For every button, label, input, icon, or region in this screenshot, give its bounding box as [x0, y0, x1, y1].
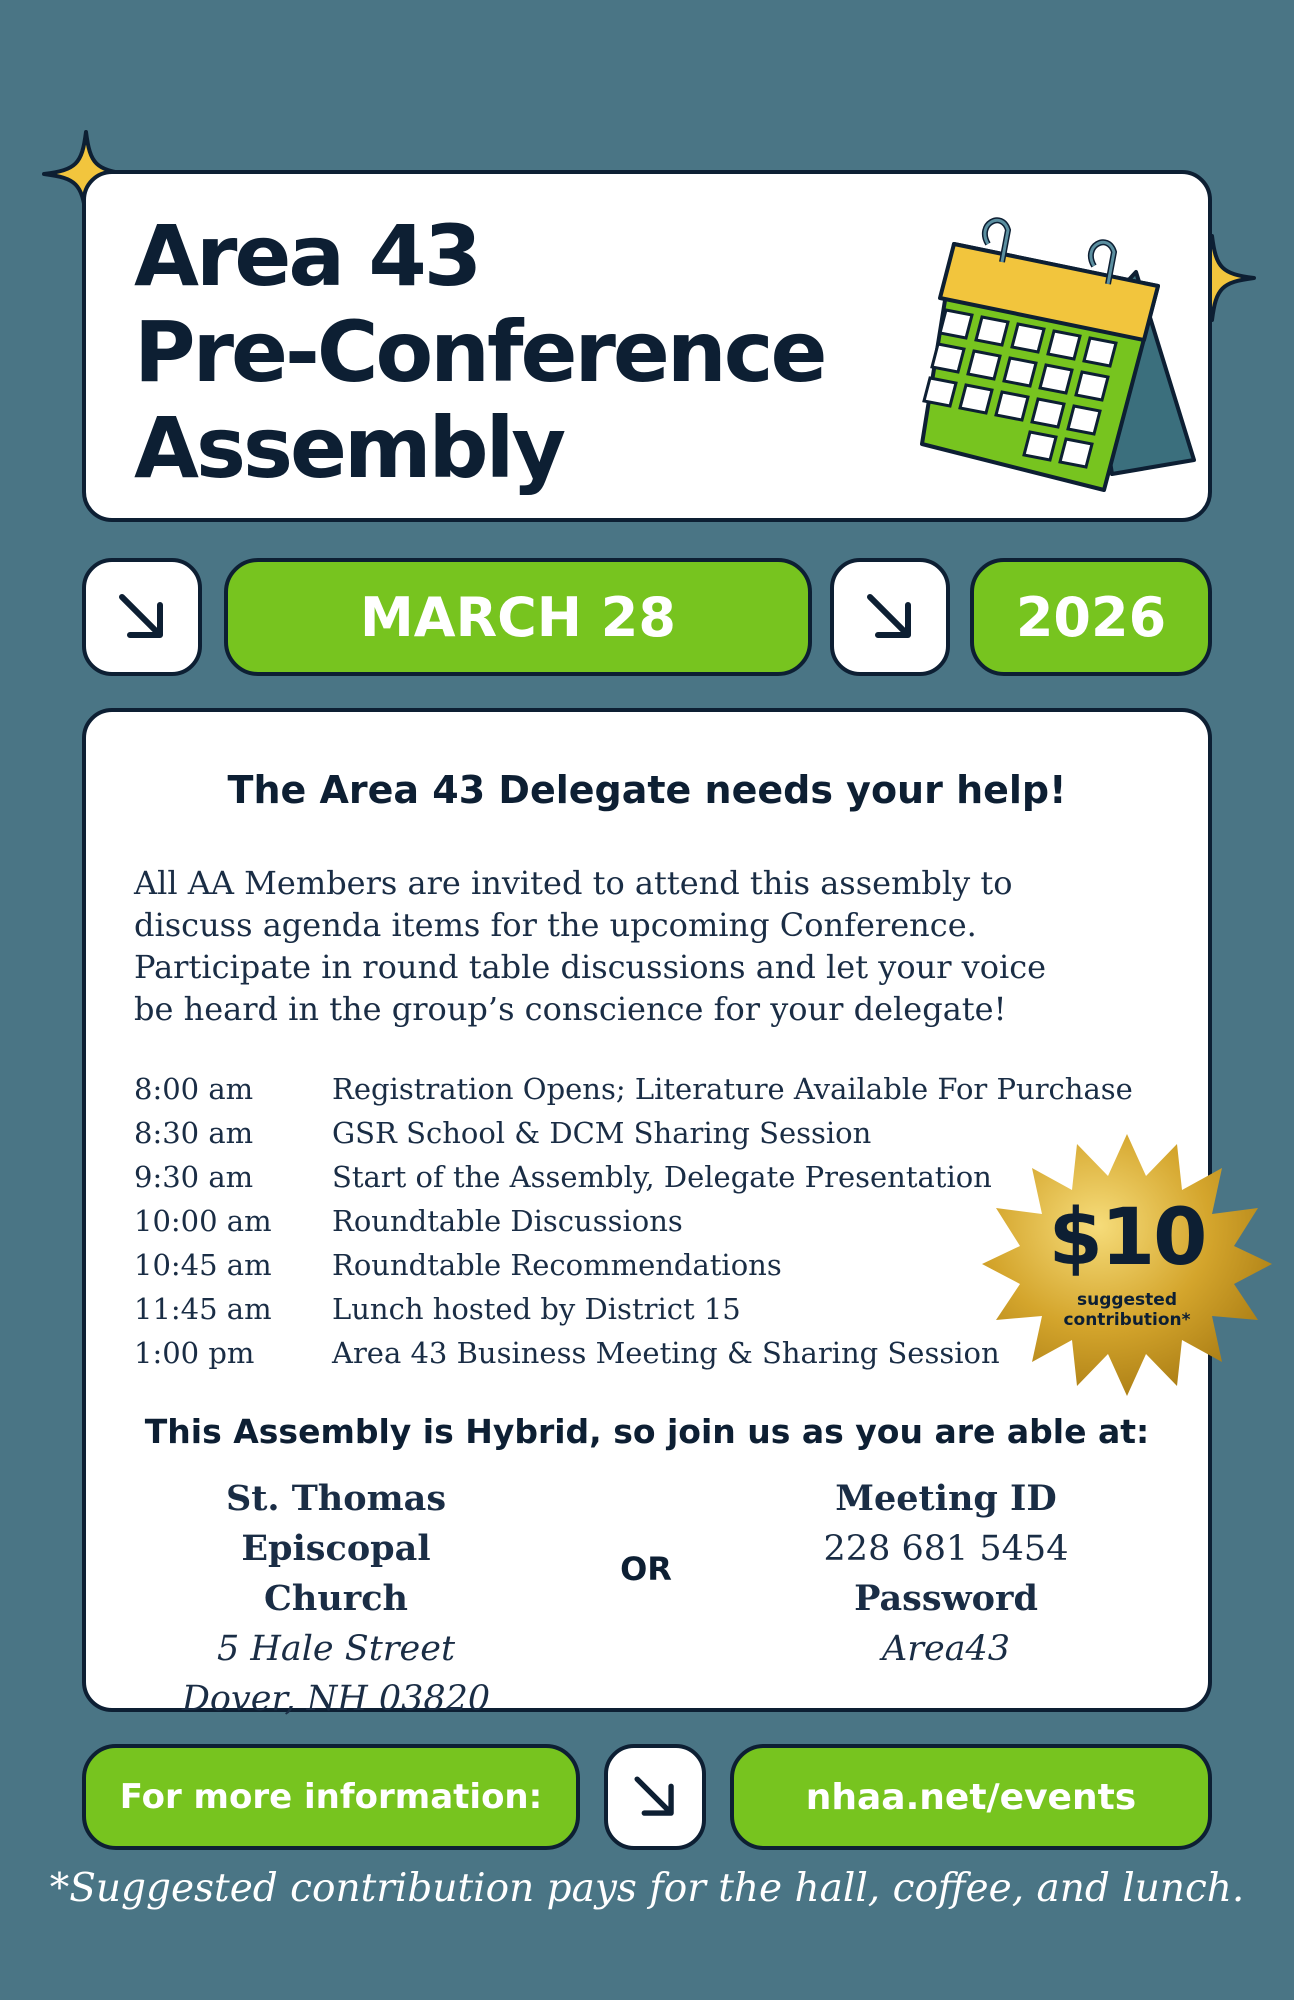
- schedule-activity: Roundtable Discussions: [332, 1204, 683, 1238]
- badge-caption-line: suggested: [1076, 1290, 1178, 1310]
- title-line-2: Pre-Conference: [134, 303, 825, 401]
- date-pill: [224, 558, 812, 676]
- intro-line: discuss agenda items for the upcoming Conference.: [134, 906, 977, 944]
- schedule-time: 10:00 am: [134, 1204, 272, 1238]
- calendar-icon: [916, 204, 1206, 494]
- info-label: For more information:: [119, 1777, 543, 1817]
- badge-caption-line: contribution*: [1063, 1310, 1191, 1330]
- password-label: Password: [854, 1578, 1038, 1619]
- intro-line: Participate in round table discussions and let your voice: [134, 948, 1047, 986]
- info-label-pill: [82, 1744, 580, 1850]
- venue-address: [126, 1474, 546, 1724]
- schedule-time: 11:45 am: [134, 1292, 272, 1326]
- title-line-3: Assembly: [134, 399, 564, 497]
- schedule-time: 10:45 am: [134, 1248, 272, 1282]
- meeting-id-label: Meeting ID: [835, 1478, 1057, 1519]
- schedule-time: 8:00 am: [134, 1072, 254, 1106]
- schedule-activity: Area 43 Business Meeting & Sharing Session: [332, 1336, 1000, 1370]
- events-link[interactable]: nhaa.net/events: [805, 1776, 1137, 1818]
- schedule-activity: Registration Opens; Literature Available For Purchase: [332, 1072, 1133, 1106]
- hybrid-heading: This Assembly is Hybrid, so join us as you are able at:: [144, 1412, 1150, 1451]
- schedule-time: 1:00 pm: [134, 1336, 255, 1370]
- event-date: MARCH 28: [360, 585, 676, 649]
- badge-caption: [982, 1290, 1272, 1330]
- schedule-activity: Lunch hosted by District 15: [332, 1292, 741, 1326]
- arrow-box-3: [604, 1744, 706, 1850]
- venue-name: St. Thomas Episcopal: [225, 1478, 447, 1569]
- meeting-id: 228 681 5454: [823, 1529, 1069, 1569]
- schedule-row: [134, 1072, 1194, 1116]
- event-year: 2026: [1015, 585, 1167, 649]
- schedule-time: 9:30 am: [134, 1160, 254, 1194]
- arrow-box-1: [82, 558, 202, 676]
- schedule-activity: Start of the Assembly, Delegate Presentation: [332, 1160, 992, 1194]
- arrow-down-right-icon: [862, 589, 918, 645]
- arrow-down-right-icon: [114, 589, 170, 645]
- year-pill: [970, 558, 1212, 676]
- venue-name: Church: [264, 1578, 408, 1619]
- schedule-time: 8:30 am: [134, 1116, 254, 1150]
- footnote: *Suggested contribution pays for the hall, coffee, and lunch.: [49, 1866, 1245, 1911]
- online-meeting: [726, 1474, 1166, 1674]
- title-panel: [82, 170, 1212, 522]
- schedule-activity: Roundtable Recommendations: [332, 1248, 782, 1282]
- badge-amount: $10: [1048, 1193, 1206, 1283]
- meeting-password: Area43: [881, 1629, 1011, 1669]
- schedule-activity: GSR School & DCM Sharing Session: [332, 1116, 872, 1150]
- or-label: OR: [620, 1550, 672, 1588]
- intro-line: All AA Members are invited to attend this assembly to: [134, 864, 1013, 902]
- title-line-1: Area 43: [134, 207, 480, 305]
- intro-text: [134, 862, 1046, 1030]
- info-heading: The Area 43 Delegate needs your help!: [227, 768, 1067, 812]
- events-link-pill[interactable]: [730, 1744, 1212, 1850]
- venue-city: Dover, NH 03820: [181, 1679, 491, 1719]
- page-title: [134, 208, 824, 496]
- arrow-down-right-icon: [630, 1772, 680, 1822]
- arrow-box-2: [830, 558, 950, 676]
- contribution-badge: [982, 1124, 1272, 1414]
- intro-line: be heard in the group’s conscience for your delegate!: [134, 990, 1007, 1028]
- venue-street: 5 Hale Street: [216, 1629, 456, 1669]
